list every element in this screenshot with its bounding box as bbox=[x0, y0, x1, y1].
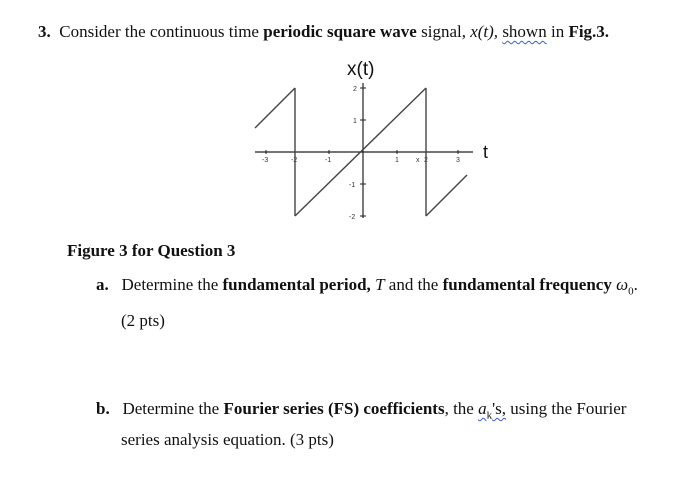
t-axis-label: t bbox=[483, 142, 489, 162]
part-a-letter: a. bbox=[96, 275, 109, 294]
y-tick-label: 1 bbox=[353, 118, 357, 125]
part-a-end: . bbox=[633, 275, 638, 294]
y-axis-label: x(t) bbox=[347, 59, 375, 80]
part-a-text: Determine the bbox=[121, 275, 219, 294]
ak-subscript: k bbox=[486, 409, 493, 422]
omega-subscript: 0 bbox=[628, 285, 634, 298]
signal-figure bbox=[245, 55, 495, 230]
part-b-text: Determine the bbox=[122, 399, 220, 418]
x-tick-label: -1 bbox=[325, 157, 332, 164]
question-intro: Consider the continuous time bbox=[59, 22, 259, 41]
part-b-text: , the bbox=[444, 399, 474, 418]
part-b bbox=[96, 399, 626, 421]
x-marker-label: x bbox=[416, 157, 420, 164]
part-a-bold-frequency: fundamental frequency bbox=[442, 275, 612, 294]
figure-reference: Fig.3. bbox=[568, 22, 610, 41]
part-a-text: and the bbox=[388, 275, 439, 294]
y-tick-label: -2 bbox=[349, 214, 356, 221]
part-b-line2: series analysis equation. (3 pts) bbox=[121, 430, 334, 449]
signal-ramp-up bbox=[426, 175, 467, 216]
signal-name: x(t), bbox=[470, 22, 499, 41]
shown-word: shown bbox=[502, 22, 547, 41]
part-b-letter: b. bbox=[96, 399, 110, 418]
x-tick-label: 1 bbox=[395, 157, 399, 164]
part-b-bold-coefficients: Fourier series (FS) coefficients bbox=[223, 399, 445, 418]
part-a-bold-period: fundamental period, bbox=[222, 275, 371, 294]
period-variable: T bbox=[375, 275, 385, 294]
part-a bbox=[96, 275, 638, 297]
ak-suffix: 's, bbox=[492, 399, 507, 418]
part-b-text: using the Fourier bbox=[510, 399, 627, 418]
omega-symbol: ω bbox=[616, 275, 629, 294]
figure-caption: Figure 3 for Question 3 bbox=[67, 241, 236, 260]
question-line bbox=[38, 22, 609, 42]
question-mid: signal, bbox=[421, 22, 466, 41]
part-a-points: (2 pts) bbox=[121, 311, 165, 330]
question-bold-phrase: periodic square wave bbox=[263, 22, 417, 41]
y-tick-label: -1 bbox=[349, 182, 356, 189]
question-number: 3. bbox=[38, 22, 51, 41]
x-tick-label: 2 bbox=[424, 157, 428, 164]
x-tick-label: -3 bbox=[262, 157, 269, 164]
in-word: in bbox=[550, 22, 565, 41]
ak-symbol: a bbox=[478, 399, 487, 418]
signal-ramp-up bbox=[255, 88, 295, 128]
x-tick-label: 3 bbox=[456, 157, 460, 164]
ak-term bbox=[478, 399, 507, 422]
x-tick-label: -2 bbox=[291, 157, 298, 164]
y-tick-label: 2 bbox=[353, 86, 357, 93]
